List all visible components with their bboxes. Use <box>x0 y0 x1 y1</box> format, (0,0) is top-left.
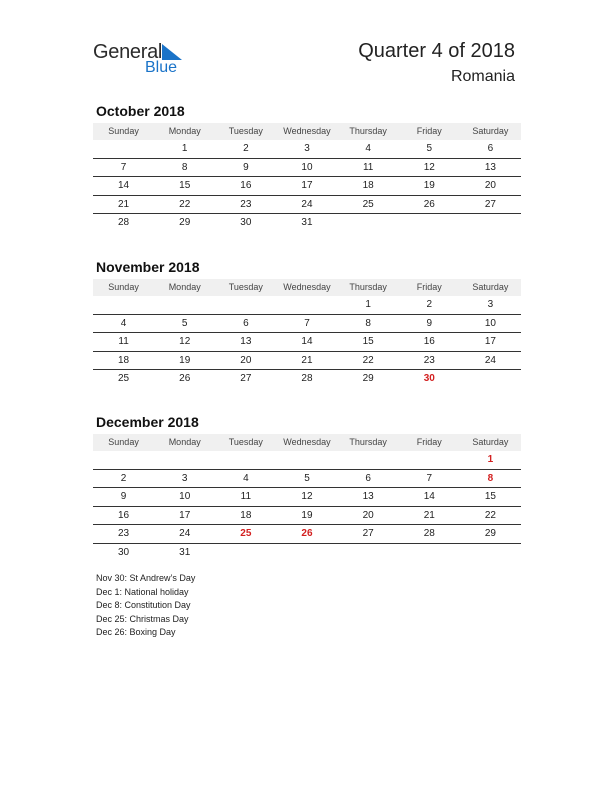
day-cell <box>276 544 337 562</box>
day-cell <box>215 451 276 469</box>
month-title: November 2018 <box>96 259 200 275</box>
day-cell: 18 <box>362 180 374 191</box>
day-cell: 23 <box>240 198 252 210</box>
day-cell: 13 <box>240 336 252 347</box>
day-cell: 4 <box>243 472 249 484</box>
day-cell: 6 <box>487 143 494 154</box>
day-cell: 20 <box>362 509 374 521</box>
day-cell: 1 <box>365 299 371 310</box>
day-cell: 22 <box>484 509 496 521</box>
day-cell: 30 <box>423 373 435 384</box>
day-cell: 22 <box>179 198 191 210</box>
week-row <box>93 470 521 489</box>
month-october <box>93 101 521 232</box>
day-cell: 26 <box>301 528 313 539</box>
day-cell: 25 <box>240 528 252 539</box>
day-cell: 14 <box>118 180 130 191</box>
day-cell <box>399 451 460 469</box>
holiday-note: Dec 26: Boxing Day <box>96 627 176 637</box>
day-cell: 29 <box>179 217 191 228</box>
day-cell <box>215 544 276 562</box>
day-cell: 13 <box>362 491 374 502</box>
week-row <box>93 296 521 315</box>
day-cell: 10 <box>179 491 191 502</box>
page-title: Quarter 4 of 2018 <box>358 40 515 62</box>
day-cell: 2 <box>243 143 249 154</box>
holiday-note: Dec 1: National holiday <box>96 586 189 597</box>
day-cell: 19 <box>301 509 313 521</box>
day-cell: 26 <box>423 198 435 210</box>
month-grid <box>93 296 521 388</box>
day-cell: 7 <box>120 161 127 173</box>
week-row <box>93 214 521 232</box>
day-cell: 5 <box>304 472 310 484</box>
day-cell <box>276 296 337 314</box>
day-cell <box>338 544 399 562</box>
weekday-label: Tuesday <box>228 282 263 292</box>
week-row <box>93 159 521 178</box>
day-cell: 12 <box>423 161 435 173</box>
holiday-note: Dec 8: Constitution Day <box>96 600 191 610</box>
day-cell: 20 <box>240 354 252 366</box>
weekday-label: Monday <box>168 126 201 136</box>
weekday-label: Saturday <box>472 126 509 136</box>
weekday-label: Monday <box>168 282 201 292</box>
day-cell: 6 <box>243 317 249 329</box>
day-cell: 1 <box>487 454 494 465</box>
week-row <box>93 140 521 159</box>
day-cell <box>93 296 154 314</box>
day-cell: 8 <box>487 472 494 484</box>
weekday-label: Saturday <box>472 437 509 447</box>
weekday-label: Monday <box>168 437 201 447</box>
day-cell: 24 <box>484 354 496 366</box>
holiday-note: Nov 30: St Andrew’s Day <box>96 573 196 583</box>
day-cell: 25 <box>118 373 130 384</box>
weekday-label: Thursday <box>349 282 387 292</box>
weekday-label: Sunday <box>108 282 139 292</box>
weekday-label: Friday <box>416 437 442 447</box>
weekday-label: Friday <box>416 126 442 136</box>
day-cell: 3 <box>487 299 494 310</box>
day-cell: 18 <box>240 509 252 521</box>
day-cell: 8 <box>365 317 371 329</box>
day-cell: 27 <box>240 373 252 384</box>
day-cell: 15 <box>179 180 191 191</box>
holiday-note: Dec 25: Christmas Day <box>96 613 189 624</box>
day-cell: 10 <box>301 161 313 173</box>
weekday-label: Wednesday <box>283 282 331 292</box>
day-cell: 29 <box>362 373 374 384</box>
day-cell: 28 <box>301 373 313 384</box>
logo-triangle-icon <box>162 44 182 60</box>
day-cell: 27 <box>362 528 374 539</box>
week-row <box>93 507 521 526</box>
day-cell: 20 <box>484 180 496 191</box>
day-cell: 9 <box>243 161 249 173</box>
day-cell: 19 <box>423 180 435 191</box>
week-row <box>93 525 521 544</box>
country-name: Romania <box>450 68 515 85</box>
day-cell: 2 <box>120 472 127 484</box>
day-cell: 14 <box>423 491 435 502</box>
day-cell: 9 <box>426 317 433 329</box>
day-cell: 18 <box>118 354 130 366</box>
day-cell: 24 <box>301 198 313 210</box>
day-cell: 25 <box>362 198 374 210</box>
week-row <box>93 544 521 562</box>
day-cell <box>154 451 215 469</box>
month-grid <box>93 451 521 561</box>
logo-general-text: General <box>93 41 163 63</box>
day-cell: 1 <box>181 143 188 154</box>
day-cell: 16 <box>118 509 130 521</box>
day-cell: 16 <box>423 336 435 347</box>
day-cell: 2 <box>426 299 433 310</box>
day-cell: 6 <box>365 472 371 484</box>
day-cell: 11 <box>240 491 252 502</box>
day-cell: 8 <box>181 161 188 173</box>
day-cell: 16 <box>240 180 252 191</box>
day-cell: 3 <box>181 472 188 484</box>
month-december <box>93 412 521 561</box>
day-cell: 7 <box>426 472 433 484</box>
day-cell: 4 <box>365 143 371 154</box>
day-cell <box>460 214 521 232</box>
weekday-label: Wednesday <box>283 126 331 136</box>
day-cell <box>215 296 276 314</box>
day-cell: 15 <box>362 336 374 347</box>
day-cell: 12 <box>301 491 313 502</box>
month-title: October 2018 <box>96 103 185 119</box>
weekday-label: Wednesday <box>283 437 331 447</box>
week-row <box>93 333 521 352</box>
day-cell <box>93 140 154 158</box>
day-cell: 17 <box>484 336 496 347</box>
day-cell <box>93 451 154 469</box>
day-cell: 28 <box>118 217 130 228</box>
day-cell: 21 <box>118 198 130 210</box>
week-row <box>93 177 521 196</box>
day-cell: 11 <box>118 336 129 347</box>
weekday-label: Thursday <box>349 437 387 447</box>
day-cell: 22 <box>362 354 374 366</box>
day-cell: 5 <box>181 317 188 329</box>
day-cell: 12 <box>179 336 191 347</box>
day-cell: 14 <box>301 336 313 347</box>
day-cell <box>399 544 460 562</box>
day-cell: 21 <box>301 354 313 366</box>
weekday-label: Friday <box>416 282 442 292</box>
weekday-label: Sunday <box>108 437 139 447</box>
day-cell <box>460 370 521 388</box>
day-cell: 17 <box>301 180 313 191</box>
day-cell: 17 <box>179 509 191 521</box>
day-cell: 23 <box>423 354 435 366</box>
day-cell: 5 <box>426 143 433 154</box>
day-cell: 23 <box>118 528 130 539</box>
day-cell: 29 <box>484 528 496 539</box>
month-grid <box>93 140 521 232</box>
weekday-header <box>93 434 521 451</box>
day-cell: 3 <box>304 143 310 154</box>
day-cell: 24 <box>179 528 191 539</box>
day-cell <box>399 214 460 232</box>
day-cell: 11 <box>362 161 374 173</box>
day-cell: 7 <box>304 317 310 329</box>
weekday-label: Saturday <box>472 282 509 292</box>
day-cell: 21 <box>423 509 435 521</box>
weekday-header <box>93 279 521 296</box>
logo-blue-text: Blue <box>145 59 178 76</box>
month-title: December 2018 <box>96 414 199 430</box>
day-cell: 9 <box>120 491 127 502</box>
month-november <box>93 257 521 388</box>
week-row <box>93 352 521 371</box>
day-cell: 10 <box>484 317 496 329</box>
weekday-label: Tuesday <box>228 126 263 136</box>
week-row <box>93 370 521 388</box>
day-cell <box>338 214 399 232</box>
weekday-label: Thursday <box>349 126 387 136</box>
day-cell: 19 <box>179 354 191 366</box>
weekday-label: Tuesday <box>228 437 263 447</box>
day-cell: 30 <box>118 546 130 558</box>
day-cell: 15 <box>484 491 496 502</box>
day-cell: 27 <box>484 198 496 210</box>
week-row <box>93 196 521 215</box>
day-cell: 31 <box>179 546 191 558</box>
day-cell: 26 <box>179 373 191 384</box>
week-row <box>93 451 521 470</box>
day-cell: 13 <box>484 161 496 173</box>
day-cell <box>154 296 215 314</box>
day-cell <box>276 451 337 469</box>
day-cell: 28 <box>423 528 435 539</box>
day-cell <box>338 451 399 469</box>
holiday-notes <box>96 572 195 640</box>
week-row <box>93 488 521 507</box>
day-cell: 31 <box>301 217 313 228</box>
weekday-header <box>93 123 521 140</box>
day-cell: 4 <box>120 317 127 329</box>
logo <box>93 40 193 78</box>
weekday-label: Sunday <box>108 126 139 136</box>
day-cell: 30 <box>240 217 252 228</box>
week-row <box>93 315 521 334</box>
day-cell <box>460 544 521 562</box>
